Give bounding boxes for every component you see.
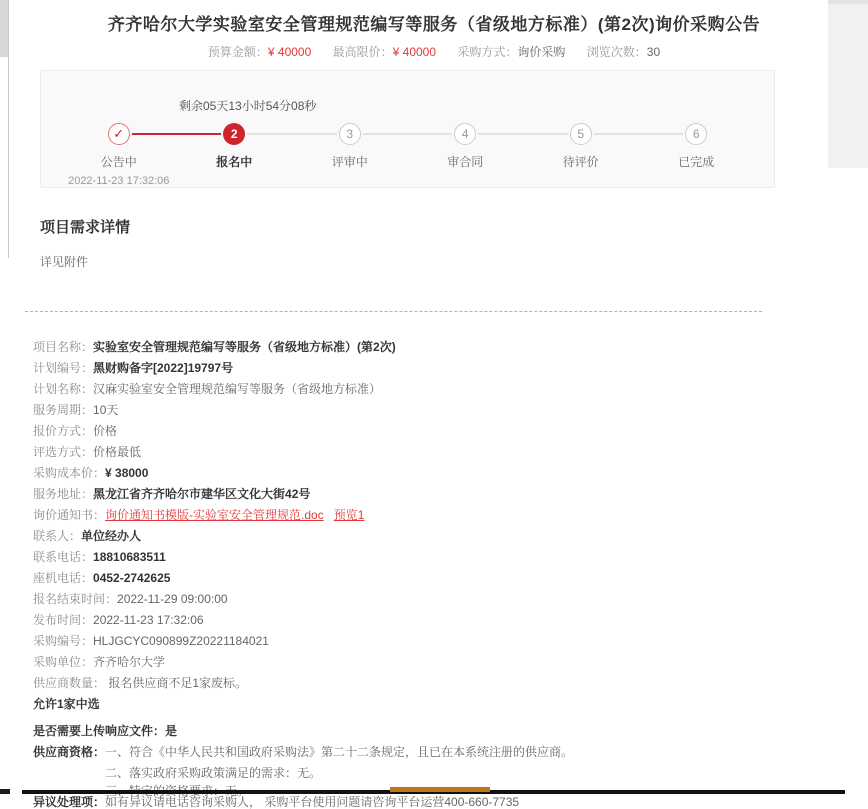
max-price-label: 最高限价： [332,45,393,59]
step-number: 3 [339,123,361,145]
bottom-left-artifact [0,789,10,794]
step-label: 报名中 [216,155,253,169]
detail-value: 允许1家中选 [33,697,100,711]
detail-row [33,509,868,522]
detail-label: 发布时间： [33,613,94,627]
detail-row [33,530,868,543]
detail-label: 计划名称： [33,382,94,396]
left-border-line [8,0,9,258]
detail-label: 异议处理项： [33,795,106,809]
detail-row [33,404,868,417]
detail-row [33,446,868,459]
detail-label: 采购成本价： [33,466,106,480]
section-heading: 项目需求详情 [40,219,131,236]
detail-value: 如有异议请电话咨询采购人， 采购平台使用问题请咨询平台运营400-660-7735 [105,795,520,809]
detail-row [33,796,868,809]
bottom-bar-orange-segment [390,787,490,792]
detail-label: 询价通知书： [33,508,106,522]
attachment-note: 详见附件 [40,255,89,269]
detail-value: 齐齐哈尔大学 [93,655,166,669]
detail-label: 计划编号： [33,361,94,375]
countdown-timer: 剩余05天13小时54分08秒 [179,99,317,113]
step-number: 6 [685,123,707,145]
detail-row [33,746,868,759]
detail-label: 供应商数量： [33,676,106,690]
detail-value: 0452-2742625 [93,571,171,585]
method-group [457,45,565,59]
detail-value: 实验室安全管理规范编写等服务（省级地方标准）(第2次) [93,340,396,354]
detail-label: 服务周期： [33,403,94,417]
detail-value: 是 [165,724,178,738]
detail-label: 供应商资格： [33,745,106,759]
views-value: 30 [646,45,661,59]
right-edge-background [828,0,868,168]
step-label: 公告中 [100,155,137,169]
detail-value: 报名供应商不足1家废标。 [105,676,248,690]
detail-value: ¥ 38000 [105,466,149,480]
max-price-group [333,45,436,59]
detail-row [33,467,868,480]
preview-link[interactable]: 预览1 [333,508,365,522]
detail-label: 是否需要上传响应文件： [33,724,166,738]
detail-row [33,488,868,501]
details-list [33,341,868,809]
detail-value: 一、符合《中华人民共和国政府采购法》第二十二条规定，且已在本系统注册的供应商。 [105,745,574,759]
step-number: 5 [570,123,592,145]
detail-value: 2022-11-23 17:32:06 [93,613,204,627]
detail-row [33,425,868,438]
detail-label: 联系电话： [33,550,94,564]
detail-label: 座机电话： [33,571,94,585]
detail-value: 价格 [93,424,118,438]
step-label: 审合同 [447,155,484,169]
detail-row [33,341,868,354]
detail-value: 单位经办人 [81,529,142,543]
left-edge-artifact [0,0,8,57]
budget-value: ¥ 40000 [267,45,312,59]
detail-row [33,383,868,396]
detail-value: 价格最低 [93,445,142,459]
budget-group [208,45,311,59]
detail-label: 评选方式： [33,445,94,459]
progress-steps [61,123,754,187]
max-price-value: ¥ 40000 [392,45,437,59]
detail-value: 10天 [93,403,119,417]
method-value: 询价采购 [517,45,566,59]
detail-row [33,635,868,648]
detail-label: 采购编号： [33,634,94,648]
detail-value: 黑财购备字[2022]19797号 [93,361,234,375]
detail-value: 汉麻实验室安全管理规范编写等服务（省级地方标准） [93,382,382,396]
detail-row [33,614,868,627]
detail-row [33,551,868,564]
detail-label: 采购单位： [33,655,94,669]
detail-row [33,656,868,669]
views-label: 浏览次数： [586,45,647,59]
detail-row [33,677,868,690]
notice-doc-link[interactable]: 询价通知书模版-实验室安全管理规范.doc [105,508,324,522]
detail-value: 二、落实政府采购政策满足的需求：无。 [105,766,322,780]
page-title: 齐齐哈尔大学实验室安全管理规范编写等服务（省级地方标准）(第2次)询价采购公告 [107,15,761,34]
step-label: 已完成 [678,155,715,169]
dashed-divider [25,311,762,312]
detail-row [33,362,868,375]
detail-row [33,572,868,585]
detail-label: 项目名称： [33,340,94,354]
meta-bar [0,43,868,60]
detail-row [33,698,868,711]
step-number: 4 [454,123,476,145]
detail-value: 黑龙江省齐齐哈尔市建华区文化大街42号 [93,487,311,501]
step-label: 待评价 [562,155,599,169]
detail-label: 联系人： [33,529,82,543]
progress-card [40,70,775,188]
method-label: 采购方式： [457,45,518,59]
detail-row [33,767,868,780]
detail-row [33,725,868,738]
detail-value: HLJGCYC090899Z20221184021 [93,634,269,648]
detail-value: 18810683511 [93,550,166,564]
check-icon: ✓ [108,123,130,145]
progress-step-1 [61,123,177,187]
detail-row [33,593,868,606]
step-label: 评审中 [331,155,368,169]
detail-label: 报价方式： [33,424,94,438]
detail-label: 服务地址： [33,487,94,501]
step-timestamp: 2022-11-23 17:32:06 [68,175,170,187]
right-edge-background-top [828,0,868,4]
views-group [587,45,660,59]
step-number: 2 [223,123,245,145]
budget-label: 预算金额： [207,45,268,59]
detail-label: 报名结束时间： [33,592,118,606]
detail-value: 2022-11-29 09:00:00 [117,592,228,606]
